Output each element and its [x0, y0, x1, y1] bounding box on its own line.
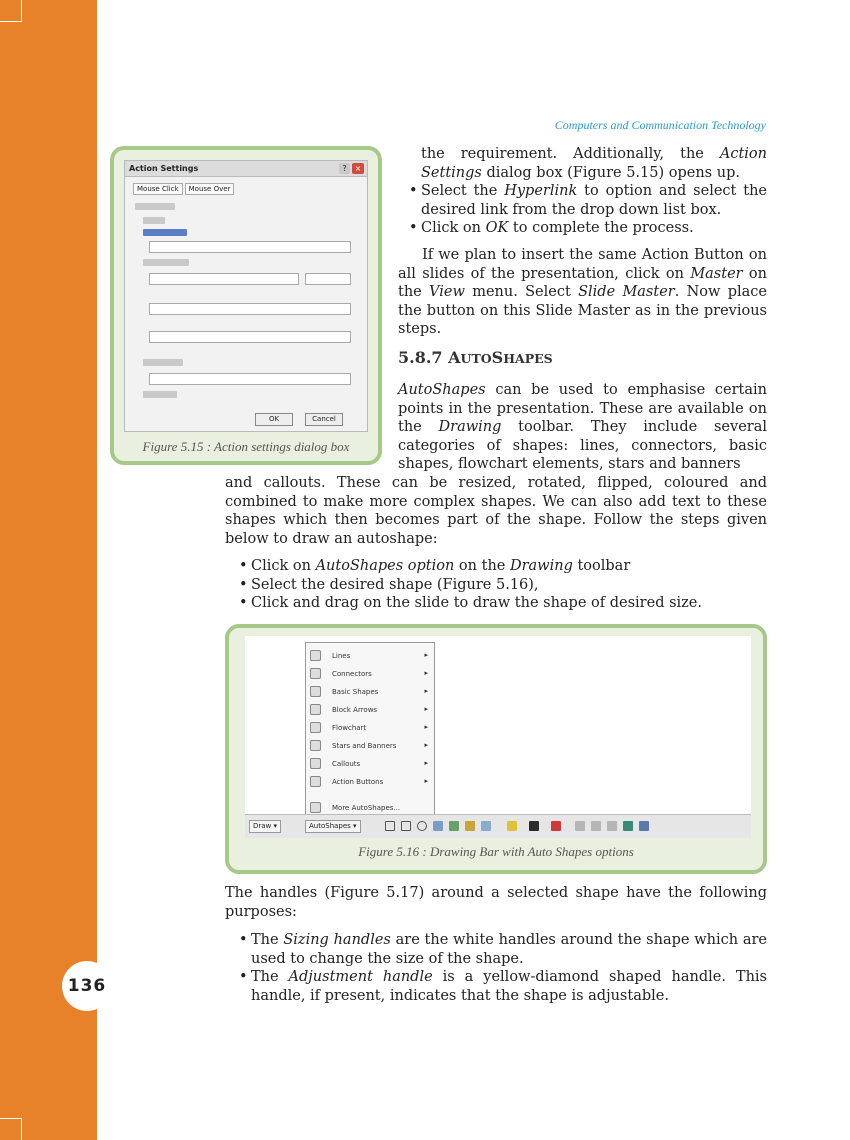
bullet-text: is a yellow-diamond shaped handle. This handle, if present, indicates that the shape is adjustable. [251, 969, 767, 1004]
bullet-text: toolbar [572, 558, 631, 574]
menu-item-lines [306, 647, 436, 665]
title-smallcaps: UTO [460, 351, 492, 366]
title-cap: A [448, 348, 461, 367]
cancel-button: Cancel [305, 413, 343, 426]
para-em: Slide Master [578, 284, 675, 300]
ok-button: OK [255, 413, 293, 426]
section-number: 5.8.7 [398, 348, 443, 367]
connectors-icon [310, 668, 321, 679]
play-sound-label [143, 359, 183, 366]
tab-mouse-click: Mouse Click [133, 183, 183, 195]
menu-item-callouts [306, 755, 436, 773]
para-em: AutoShapes [398, 382, 486, 398]
para-em: View [429, 284, 465, 300]
bullet-em: Adjustment handle [288, 969, 433, 985]
autoshapes-paragraph-part2: and callouts. These can be resized, rotated, flipped, coloured and combined to make more complex shapes. We can also add text to these shapes which then becomes part of the shape. Follow the steps given below to draw an autoshape: [225, 475, 767, 547]
submenu-arrow-icon: ▸ [424, 777, 428, 785]
help-icon: ? [339, 163, 350, 174]
para-text: toolbar. They include several categories of shapes: lines, connectors, basic shapes, flowchart elements, stars and banners [398, 419, 767, 472]
menu-label: Action Buttons [332, 778, 384, 786]
submenu-arrow-icon: ▸ [424, 651, 428, 659]
list-item: • Select the desired shape (Figure 5.16), [239, 576, 767, 595]
submenu-arrow-icon: ▸ [424, 741, 428, 749]
menu-label: Stars and Banners [332, 742, 397, 750]
page-number: 136 [62, 961, 112, 1011]
close-icon: × [352, 163, 364, 174]
crop-mark-top [0, 0, 22, 22]
para-text: can be used to emphasise certain points in the presentation. These are available on the [398, 382, 767, 435]
figure-drawing-bar [225, 624, 767, 874]
title-smallcaps: HAPES [503, 351, 553, 366]
line-color-icon [529, 821, 539, 831]
highlight-click-label [143, 391, 177, 398]
flowchart-icon [310, 722, 321, 733]
list-item [239, 557, 767, 576]
submenu-arrow-icon: ▸ [424, 723, 428, 731]
continuation-paragraph [421, 145, 767, 182]
bullet-em: OK [485, 220, 509, 236]
menu-label: Lines [332, 652, 351, 660]
3d-icon [639, 821, 649, 831]
lines-icon [310, 650, 321, 661]
dialog-title: Action Settings [125, 161, 367, 177]
callouts-icon [310, 758, 321, 769]
para1-em: Action Settings [421, 146, 767, 181]
bullet-text: are the white handles around the shape which are used to change the size of the shape. [251, 932, 768, 967]
menu-label: Flowchart [332, 724, 367, 732]
submenu-arrow-icon: ▸ [424, 759, 428, 767]
drawing-toolbar [245, 814, 751, 838]
basic-shapes-icon [310, 686, 321, 697]
bullet-em: AutoShapes option [315, 558, 455, 574]
figure-5-15-caption: Figure 5.15 : Action settings dialog box [142, 439, 350, 454]
para1-lead: the requirement. Additionally, the [421, 146, 720, 162]
para-text: If we plan to insert the same Action Button on all slides of the presentation, click on [398, 247, 767, 282]
dash-style-icon [591, 821, 601, 831]
line-icon [385, 821, 395, 831]
bullet-text: The [251, 969, 289, 985]
tab-mouse-over: Mouse Over [185, 183, 235, 195]
bullet-text: Click on [421, 220, 486, 236]
font-color-icon [551, 821, 561, 831]
list-item [239, 968, 767, 1005]
bullet-text: to complete the process. [508, 220, 694, 236]
running-head: Computers and Communication Technology [554, 118, 766, 132]
handles-list [239, 931, 767, 1005]
block-arrows-icon [310, 704, 321, 715]
stars-banners-icon [310, 740, 321, 751]
bullet-text: on the [454, 558, 510, 574]
fill-color-icon [507, 821, 517, 831]
para-text: . Now place the button on this Slide Master as in the previous steps. [398, 284, 768, 337]
submenu-arrow-icon: ▸ [424, 705, 428, 713]
action-buttons-icon [310, 776, 321, 787]
hyperlink-dropdown [149, 241, 351, 253]
title-cap: S [491, 348, 504, 367]
menu-label: More AutoShapes... [332, 804, 401, 812]
picture-icon [481, 821, 491, 831]
bullet-em: Hyperlink [504, 183, 578, 199]
browse-button [305, 273, 351, 285]
handles-intro: The handles (Figure 5.17) around a selected shape have the following purposes: [225, 885, 767, 920]
submenu-arrow-icon: ▸ [424, 669, 428, 677]
oval-icon [417, 821, 427, 831]
autoshapes-paragraph-part1 [398, 381, 767, 474]
shadow-icon [623, 821, 633, 831]
drawing-bar-screenshot [245, 636, 751, 838]
bullet-text: The [251, 932, 284, 948]
menu-item-block-arrows [306, 701, 436, 719]
object-action-dropdown [149, 331, 351, 343]
list-item: • Click and drag on the slide to draw the shape of desired size. [239, 594, 767, 613]
figure-action-settings [110, 146, 382, 465]
option-run-program [143, 259, 189, 266]
dialog-tabs [133, 183, 234, 195]
option-none [143, 217, 165, 224]
para-text: on the [398, 265, 768, 300]
menu-label: Callouts [332, 760, 361, 768]
menu-item-basic-shapes [306, 683, 436, 701]
autoshapes-menu [305, 642, 435, 820]
menu-item-connectors [306, 665, 436, 683]
option-hyperlink [143, 229, 187, 236]
bullet-em: Sizing handles [283, 932, 391, 948]
figure-5-16-caption: Figure 5.16 : Drawing Bar with Auto Shapes options [358, 844, 634, 859]
menu-label: Basic Shapes [332, 688, 379, 696]
clipart-icon [465, 821, 475, 831]
menu-item-action-buttons [306, 773, 436, 791]
para-text: menu. Select [464, 284, 579, 300]
arrow-style-icon [607, 821, 617, 831]
submenu-arrow-icon: ▸ [424, 687, 428, 695]
para1-tail: dialog box (Figure 5.15) opens up. [481, 164, 740, 181]
run-macro-dropdown [149, 303, 351, 315]
draw-button: Draw ▾ [249, 820, 281, 833]
run-program-field [149, 273, 299, 285]
menu-item-flowchart [306, 719, 436, 737]
autoshape-steps [239, 557, 767, 613]
autoshapes-button: AutoShapes ▾ [305, 820, 361, 833]
action-on-click-label [135, 203, 175, 210]
more-autoshapes-icon [310, 802, 321, 813]
para-em: Master [690, 265, 743, 282]
menu-item-stars-banners [306, 737, 436, 755]
para-em: Drawing [438, 419, 502, 435]
list-item [409, 182, 767, 219]
bullet-em: Drawing [509, 558, 573, 574]
bullet-text: Click on [251, 558, 316, 574]
action-settings-dialog-screenshot [124, 160, 368, 432]
section-title [448, 348, 553, 367]
slide-master-paragraph [398, 246, 767, 339]
list-item [239, 931, 767, 968]
wordart-icon [449, 821, 459, 831]
hyperlink-steps [409, 182, 767, 238]
section-heading [398, 348, 553, 367]
menu-label: Block Arrows [332, 706, 378, 714]
menu-label: Connectors [332, 670, 372, 678]
sound-dropdown [149, 373, 351, 385]
line-style-icon [575, 821, 585, 831]
rectangle-icon [401, 821, 411, 831]
bullet-text: Select the [421, 183, 505, 199]
textbox-icon [433, 821, 443, 831]
crop-mark-bottom [0, 1118, 22, 1140]
list-item [409, 219, 767, 238]
bullet-text: to option and select the desired link from the drop down list box. [421, 183, 767, 218]
